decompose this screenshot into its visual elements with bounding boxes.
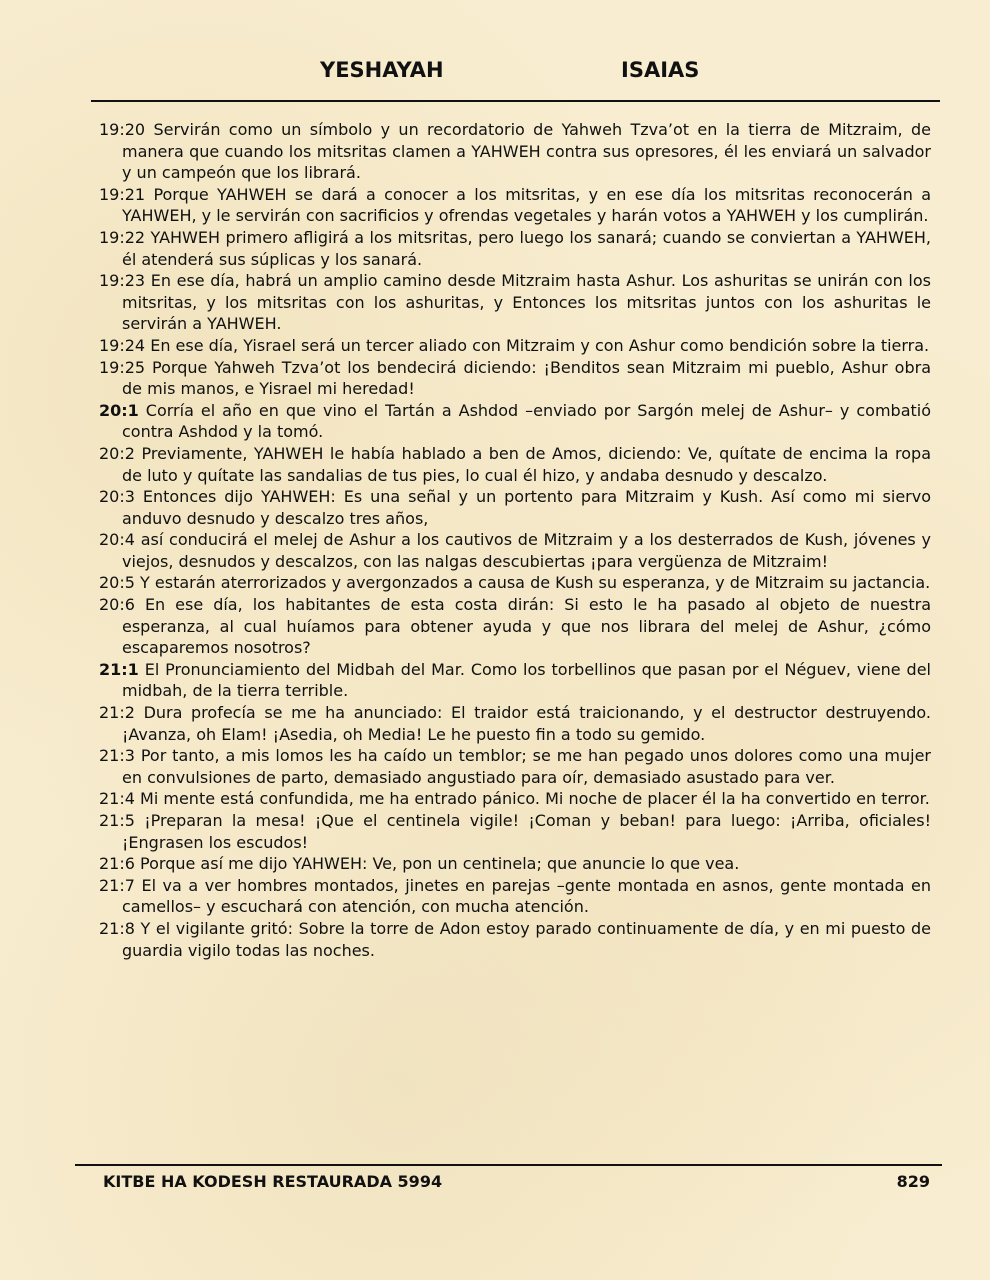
verse [99,659,931,702]
page-header [0,58,990,90]
verse-reference: 19:20 [99,120,146,139]
verse-reference: 21:1 [99,659,139,679]
verse [99,918,931,961]
verse-reference: 20:4 [99,530,135,550]
verse [99,270,931,335]
verse-text: así conducirá el melej de Ashur a los cautivos de Mitzraim y a los desterrados de Kush, jóvenes y viejos, desnudos y descalzos, con las nalgas descubiertas ¡para vergüenza de Mitzraim! [122,530,931,571]
verse [99,529,931,572]
verse-reference: 21:3 [99,746,135,766]
verse-text: Porque Yahweh Tzva’ot los bendecirá diciendo: ¡Benditos sean Mitzraim mi pueblo, Ashur obra de mis manos, e Yisrael mi heredad! [122,357,931,399]
verse [99,335,931,357]
verse [99,357,931,400]
verse-text: Porque así me dijo YAHWEH: Ve, pon un centinela; que anuncie lo que vea. [140,854,740,874]
verse [99,486,931,529]
verse-text: En ese día, Yisrael será un tercer aliado con Mitzraim y con Ashur como bendición sobre la tierra. [150,335,930,355]
book-title-spanish: ISAIAS [621,58,700,82]
verse [99,594,931,659]
verse [99,184,931,227]
verse [99,227,931,270]
verse-text: Mi mente está confundida, me ha entrado pánico. Mi noche de placer él la ha convertido en terror. [140,789,930,809]
verse-reference: 21:5 [99,811,135,830]
verse-reference: 19:21 [99,184,146,204]
verse [99,400,931,443]
verse-text: Y el vigilante gritó: Sobre la torre de Adon estoy parado continuamente de día, y en mi puesto de guardia vigilo todas las noches. [122,918,931,960]
verse-reference: 19:25 [99,357,146,377]
verse-reference: 19:24 [99,335,146,355]
verse-text: En ese día, los habitantes de esta costa dirán: Si esto le ha pasado al objeto de nuestra esperanza, al cual huíamos para obtener ayuda y que nos librara del melej de Ashur, ¿cómo escaparemos nosotros? [122,595,931,658]
verse [99,443,931,486]
verse-reference: 20:6 [99,595,135,615]
verse [99,788,931,810]
verse-reference: 19:22 [99,227,146,247]
book-title-hebrew: YESHAYAH [320,58,444,82]
edition-title: KITBE HA KODESH RESTAURADA 5994 [103,1172,443,1191]
verse-text: ¡Preparan la mesa! ¡Que el centinela vigile! ¡Coman y beban! para luego: ¡Arriba, oficiales! ¡Engrasen los escudos! [122,811,931,852]
verse [99,119,931,184]
verse-reference: 21:4 [99,789,135,809]
scripture-text [99,119,931,961]
verse-reference: 20:2 [99,443,135,463]
verse-text: Servirán como un símbolo y un recordatorio de Yahweh Tzva’ot en la tierra de Mitzraim, de manera que cuando los mitsritas clamen a YAHWEH contra sus opresores, él les enviará un salvador y un campeón que los librará. [122,120,931,183]
verse-reference: 20:3 [99,487,135,507]
verse-text: Por tanto, a mis lomos les ha caído un temblor; se me han pegado unos dolores como una mujer en convulsiones de parto, demasiado angustiado para oír, demasiado asustado para ver. [122,746,931,787]
page-footer [0,1170,990,1194]
verse-reference: 21:2 [99,703,135,723]
verse-text: El Pronunciamiento del Midbah del Mar. Como los torbellinos que pasan por el Néguev, viene del midbah, de la tierra terrible. [122,659,931,701]
verse-reference: 21:7 [99,875,135,895]
verse-text: Corría el año en que vino el Tartán a Ashdod –enviado por Sargón melej de Ashur– y combatió contra Ashdod y la tomó. [122,400,932,442]
footer-divider [75,1164,942,1166]
verse-text: Porque YAHWEH se dará a conocer a los mitsritas, y en ese día los mitsritas reconocerán a YAHWEH, y le servirán con sacrificios y ofrendas vegetales y harán votos a YAHWEH y los cumplirán. [122,184,931,226]
verse-text: Y estarán aterrorizados y avergonzados a causa de Kush su esperanza, y de Mitzraim su jactancia. [140,573,931,593]
header-divider [91,100,940,102]
verse-text: Entonces dijo YAHWEH: Es una señal y un portento para Mitzraim y Kush. Así como mi siervo anduvo desnudo y descalzo tres años, [122,487,932,528]
verse [99,702,931,745]
verse [99,810,931,853]
verse-reference: 21:8 [99,918,135,938]
verse [99,745,931,788]
verse [99,853,931,875]
verse-text: Dura profecía se me ha anunciado: El traidor está traicionando, y el destructor destruyendo. ¡Avanza, oh Elam! ¡Asedia, oh Media! Le he puesto fin a todo su gemido. [122,703,932,744]
verse-reference: 19:23 [99,271,146,291]
verse-text: Previamente, YAHWEH le había hablado a ben de Amos, diciendo: Ve, quítate de encima la ropa de luto y quítate las sandalias de tus pies, lo cual él hizo, y andaba desnudo y descalzo. [122,443,931,485]
page-number: 829 [896,1172,930,1191]
verse-text: En ese día, habrá un amplio camino desde Mitzraim hasta Ashur. Los ashuritas se unirán con los mitsritas, y los mitsritas con los ashuritas, y Entonces los mitsritas juntos con los ashuritas le servirán a YAHWEH. [122,271,932,334]
verse-reference: 20:1 [99,400,139,420]
verse [99,572,931,594]
verse-reference: 20:5 [99,573,135,593]
verse-reference: 21:6 [99,854,135,874]
verse-text: YAHWEH primero afligirá a los mitsritas, pero luego los sanará; cuando se conviertan a YAHWEH, él atenderá sus súplicas y los sanará. [122,227,931,269]
verse [99,875,931,918]
verse-text: El va a ver hombres montados, jinetes en parejas –gente montada en asnos, gente montada en camellos– y escuchará con atención, con mucha atención. [122,875,931,917]
